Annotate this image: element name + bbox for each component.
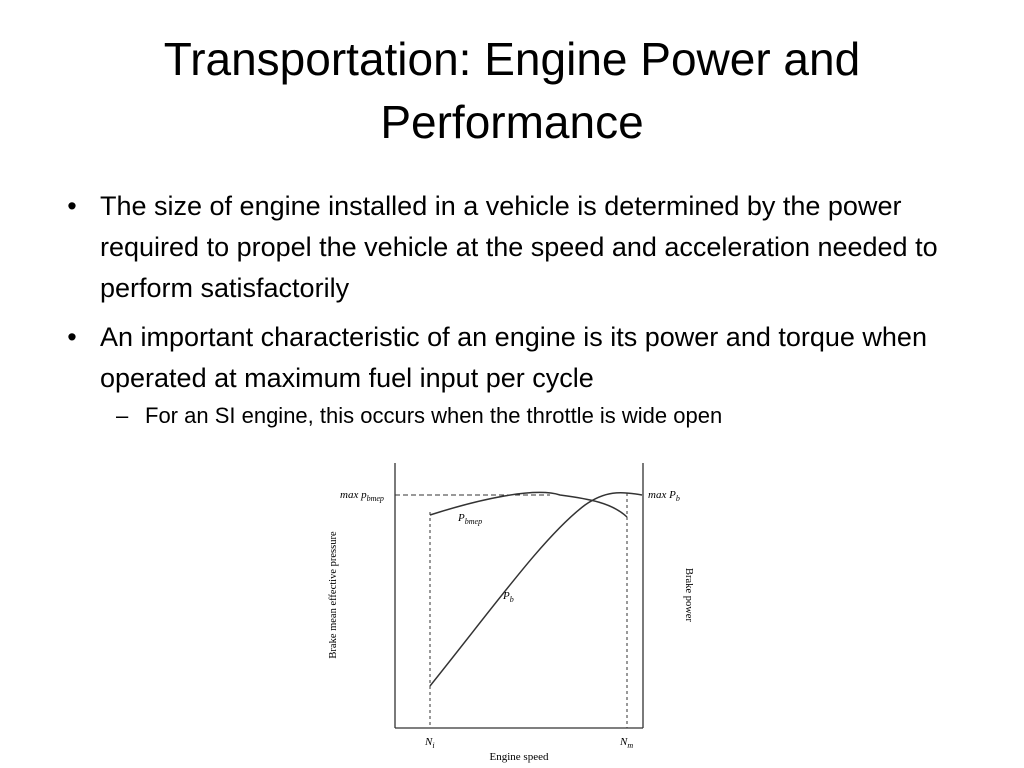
bullet-marker: • — [67, 322, 77, 352]
slide-title-line-2: Performance — [380, 96, 644, 148]
nm-tick-label: $N_m$ — [620, 736, 634, 750]
sub-bullet-item — [60, 401, 960, 431]
engine-performance-figure — [320, 455, 710, 768]
left-axis-title: Brake mean effective pressure — [328, 531, 339, 659]
slide-title-line-1: Transportation: Engine Power and — [163, 33, 861, 85]
bullet-item-2 — [60, 317, 960, 399]
pb-curve-label: $P_b$ — [503, 590, 514, 604]
engine-performance-diagram — [320, 455, 710, 768]
max-pbmep-label: $\max p_{bmep}$ — [340, 489, 384, 503]
bullet-list — [60, 186, 960, 431]
ni-tick-label: $N_i$ — [425, 736, 435, 750]
sub-bullet-text: For an SI engine, this occurs when the throttle is wide open — [145, 403, 723, 428]
bullet-text: The size of engine installed in a vehicle is determined by the power required to propel the vehicle at the speed and acceleration needed to perform satisfactorily — [100, 191, 938, 303]
bullet-item-1 — [60, 186, 960, 309]
right-axis-title: Brake power — [683, 568, 694, 622]
sub-bullet-marker: – — [116, 403, 129, 428]
max-pb-label: $\max P_b$ — [648, 489, 680, 503]
x-axis-title: Engine speed — [489, 751, 549, 763]
bullet-marker: • — [67, 191, 77, 221]
bullet-text: An important characteristic of an engine is its power and torque when operated at maximum fuel input per cycle — [100, 322, 927, 393]
pbmep-curve-label: $P_{bmep}$ — [458, 512, 483, 526]
slide-title — [60, 28, 964, 154]
